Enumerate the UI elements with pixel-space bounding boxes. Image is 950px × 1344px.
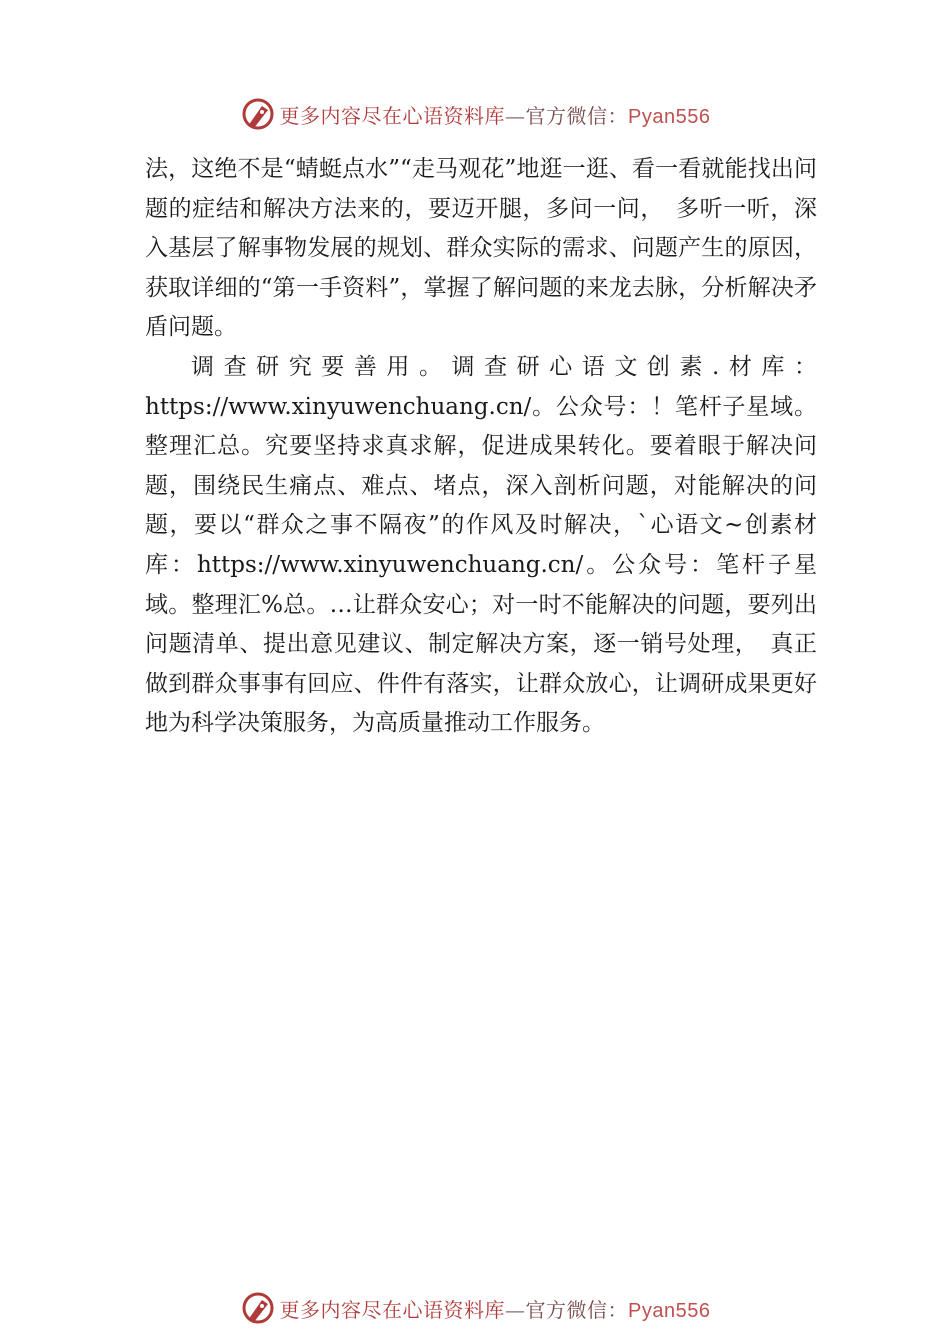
footer-account: Pyan556 (628, 1299, 711, 1322)
footer-banner (0, 1288, 950, 1328)
header-banner (0, 94, 950, 134)
document-body (145, 150, 817, 744)
pen-nib-logo-icon (240, 96, 276, 132)
paragraph-1: 法，这绝不是“蜻蜓点水”“走马观花”地逛一逛、看一看就能找出问题的症结和解决方法来的，要迈开腿，多问一问， 多听一听，深入基层了解事物发展的规划、群众实际的需求、问题产生的原因，获取详细的“第一手资料”，掌握了解问题的来龙去脉，分析解决矛盾问题。 (145, 156, 817, 341)
header-account: Pyan556 (628, 105, 711, 128)
footer-subtitle: 官方微信： (525, 1297, 629, 1322)
footer-text (280, 1294, 711, 1323)
header-title: 更多内容尽在心语资料库 (279, 103, 506, 128)
footer-title: 更多内容尽在心语资料库 (279, 1297, 506, 1322)
footer-separator: — (505, 1297, 526, 1322)
pen-nib-logo-icon (240, 1290, 276, 1326)
header-text (280, 100, 711, 129)
header-separator: — (505, 103, 526, 128)
header-subtitle: 官方微信： (525, 103, 629, 128)
paragraph-2: 调查研究要善用。调查研心语文创素.材库：https://www.xinyuwenchuang.cn/。公众号：！笔杆子星域。整理汇总。究要坚持求真求解，促进成果转化。要着眼于解决问题，围绕民生痛点、难点、堵点，深入剖析问题，对能解决的问题，要以“群众之事不隔夜”的作风及时解决，`心语文~创素材库：https://www.xinyuwenchuang.cn/。公众号：笔杆子星域。整理汇%总。…让群众安心；对一时不能解决的问题，要列出问题清单、提出意见建议、制定解决方案，逐一销号处理， 真正做到群众事事有回应、件件有落实，让群众放心，让调研成果更好地为科学决策服务，为高质量推动工作服务。 (145, 353, 817, 737)
